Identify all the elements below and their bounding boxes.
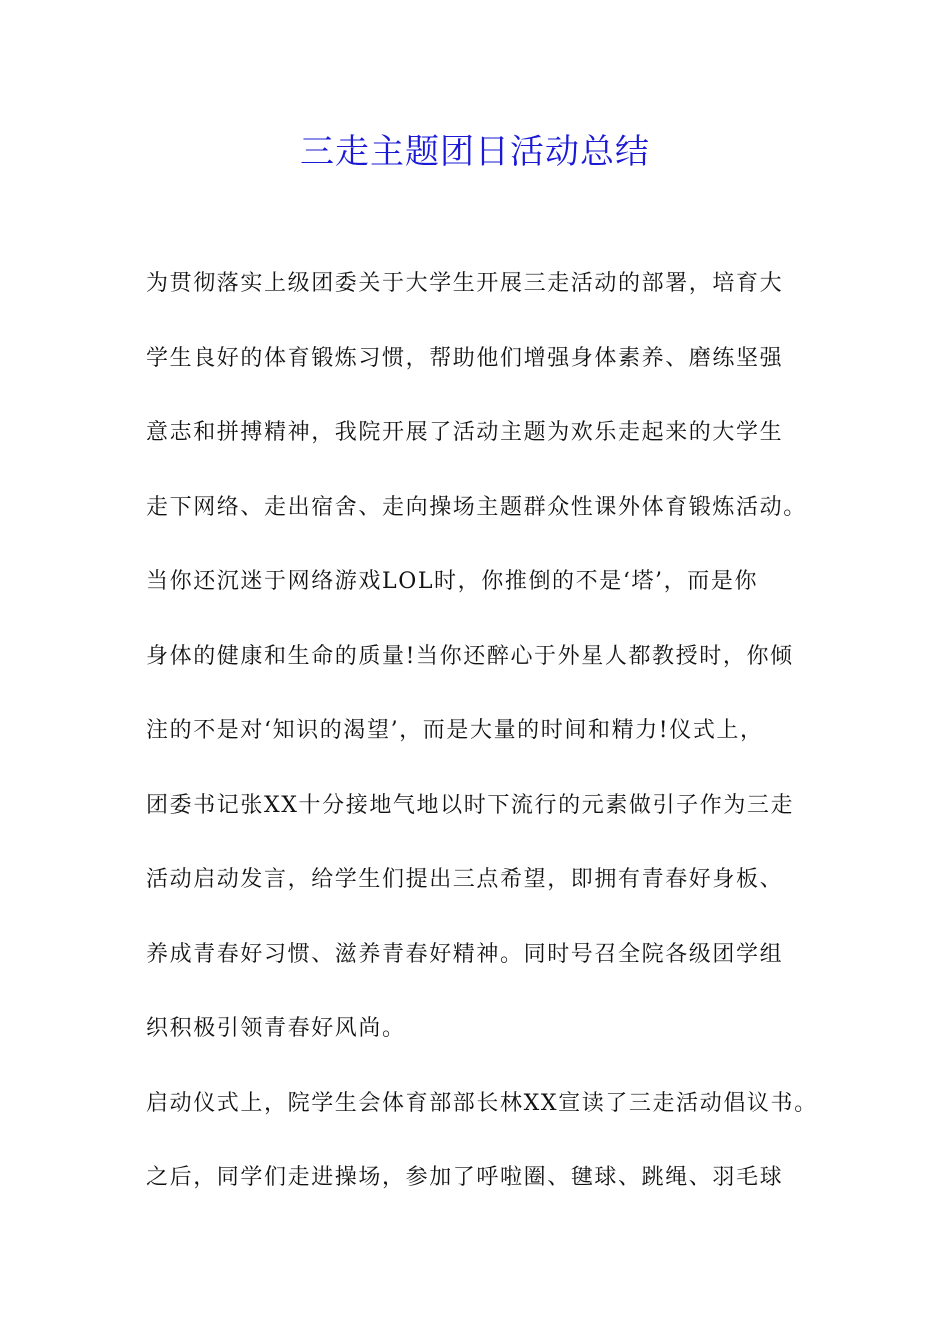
text-line: 养成青春好习惯、滋养青春好精神。同时号召全院各级团学组 [146,941,784,967]
text-line: 织积极引领青春好风尚。 [146,1016,406,1041]
text-line: 走下网络、走出宿舍、走向操场主题群众性课外体育锻炼活动。 [146,494,807,520]
document-body [146,262,846,1231]
text-line: 身体的健康和生命的质量!当你还醉心于外星人都教授时，你倾 [146,643,794,669]
text-line: 当你还沉迷于网络游戏LOL时，你推倒的不是‘塔’，而是你 [146,569,759,594]
text-line: 意志和拼搏精神，我院开展了活动主题为欢乐走起来的大学生 [146,420,784,445]
text-line: 活动启动发言，给学生们提出三点希望，即拥有青春好身板、 [146,867,784,892]
text-line: 为贯彻落实上级团委关于大学生开展三走活动的部署，培育大 [146,271,784,296]
document-title: 三走主题团日活动总结 [300,132,650,172]
text-line: 启动仪式上，院学生会体育部部长林XX宣读了三走活动倡议书。 [146,1090,818,1116]
text-line: 之后，同学们走进操场，参加了呼啦圈、毽球、跳绳、羽毛球 [146,1165,784,1190]
text-line: 注的不是对‘知识的渴望’，而是大量的时间和精力!仪式上， [146,718,764,743]
text-line: 学生良好的体育锻炼习惯，帮助他们增强身体素养、磨练坚强 [146,345,784,371]
text-line: 团委书记张XX十分接地气地以时下流行的元素做引子作为三走 [146,792,795,818]
